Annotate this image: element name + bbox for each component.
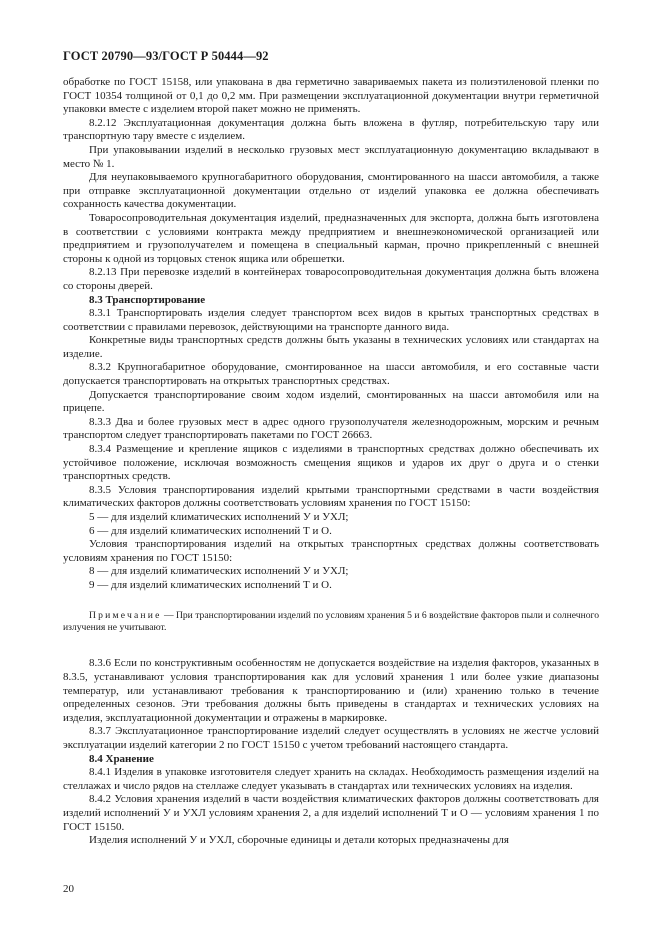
paragraph: Конкретные виды транспортных средств должны быть указаны в технических условиях или стандартах на изделие. [63, 334, 599, 360]
paragraph: 8.3.6 Если по конструктивным особенностям не допускается воздействие на изделия факторов, указанных в 8.3.5, устанавливают условия транспортирования как для условий хранения 1 или более узкие диапазоны температур, или устанавливают требования к транспортированию и (или) хранению только в течение определенных сезонов. Эти требования должны быть приведены в стандартах и технических условиях на изделия, эксплуатационной документации и отражены в маркировке. [63, 657, 599, 724]
paragraph: обработке по ГОСТ 15158, или упакована в два герметично завариваемых пакета из полиэтиленовой пленки по ГОСТ 10354 толщиной от 0,1 до 0,2 мм. При размещении эксплуатационной документации внутри герметичной упаковки вместе с изделием второй пакет можно не применять. [63, 76, 599, 116]
section-heading-8-4: 8.4 Хранение [89, 752, 154, 765]
paragraph: 8.3.7 Эксплуатационное транспортирование изделий следует осуществлять в условиях не жестче условий эксплуатации изделий категории 2 по ГОСТ 15150 с учетом требований настоящего стандарта. [63, 725, 599, 751]
note-label: Примечание [89, 609, 162, 621]
paragraph: 8.3.5 Условия транспортирования изделий крытыми транспортными средствами в части воздействия климатических факторов должны соответствовать условиям хранения по ГОСТ 15150: [63, 483, 599, 510]
document-body [63, 76, 599, 848]
section-heading-8-3: 8.3 Транспортирование [89, 293, 206, 306]
paragraph: 8.4.2 Условия хранения изделий в части воздействия климатических факторов должны соответствовать для изделий исполнений У и УХЛ условиям хранения 2, а для изделий исполнений Т и О — условиям хранения 1 по ГОСТ 15150. [63, 793, 599, 833]
paragraph: Товаросопроводительная документация изделий, предназначенных для экспорта, должна быть изготовлена в соответствии с условиями контракта между предприятием и внешнеэкономической организацией или предприятием и грузополучателем и помещена в специальный карман, прочно прикрепленный с внешней стороны к одной из торцовых стенок ящика или обрешетки. [63, 211, 599, 265]
paragraph: 8.2.12 Эксплуатационная документация должна быть вложена в футляр, потребительскую тару или транспортную тару вместе с изделием. [63, 116, 599, 143]
paragraph: 8.3.1 Транспортировать изделия следует транспортом всех видов в крытых транспортных средствах в соответствии с правилами перевозок, действующими на транспорте данного вида. [63, 307, 599, 333]
paragraph: 8.2.13 При перевозке изделий в контейнерах товаросопроводительная документация должна быть вложена со стороны дверей. [63, 266, 599, 292]
paragraph: 8.4.1 Изделия в упаковке изготовителя следует хранить на складах. Необходимость размещения изделий на стеллажах и число рядов на стеллаже следует указывать в стандартах или технических условиях на изделия. [63, 766, 599, 792]
paragraph: 8.3.3 Два и более грузовых мест в адрес одного грузополучателя железнодорожным, морским и речным транспортом следует транспортировать пакетами по ГОСТ 26663. [63, 415, 599, 442]
list-item: 9 — для изделий климатических исполнений Т и О. [89, 578, 332, 591]
list-item: 8 — для изделий климатических исполнений У и УХЛ; [89, 565, 349, 578]
note-text: — При транспортировании изделий по условиям хранения 5 и 6 воздействие факторов пыли и солнечного излучения не учитывают. [63, 609, 599, 633]
document-page [63, 50, 599, 910]
paragraph: Для неупаковываемого крупногабаритного оборудования, смонтированного на шасси автомобиля, а также при отправке эксплуатационной документации отдельно от изделий упаковка ее должна обеспечивать сохранность качества документации. [63, 171, 599, 211]
document-header: ГОСТ 20790—93/ГОСТ Р 50444—92 [63, 49, 269, 63]
list-item: 6 — для изделий климатических исполнений Т и О. [89, 524, 332, 537]
paragraph: Допускается транспортирование своим ходом изделий, смонтированных на шасси автомобиля или на прицепе. [63, 388, 599, 415]
paragraph: 8.3.2 Крупногабаритное оборудование, смонтированное на шасси автомобиля, и его составные части допускается транспортировать на открытых транспортных средствах. [63, 361, 599, 388]
note [63, 610, 599, 635]
paragraph: 8.3.4 Размещение и крепление ящиков с изделиями в транспортных средствах должно обеспечивать их устойчивое положение, исключая возможность смещения ящиков и ударов их друг о друга и о стенки транспортных средств. [63, 443, 599, 483]
paragraph: Условия транспортирования изделий на открытых транспортных средствах должны соответствовать условиям хранения по ГОСТ 15150: [63, 538, 599, 564]
page-number: 20 [63, 883, 74, 895]
paragraph: При упаковывании изделий в несколько грузовых мест эксплуатационную документацию вкладывают в место № 1. [63, 143, 599, 170]
list-item: 5 — для изделий климатических исполнений У и УХЛ; [89, 511, 349, 523]
paragraph: Изделия исполнений У и УХЛ, сборочные единицы и детали которых предназначены для [89, 834, 509, 847]
